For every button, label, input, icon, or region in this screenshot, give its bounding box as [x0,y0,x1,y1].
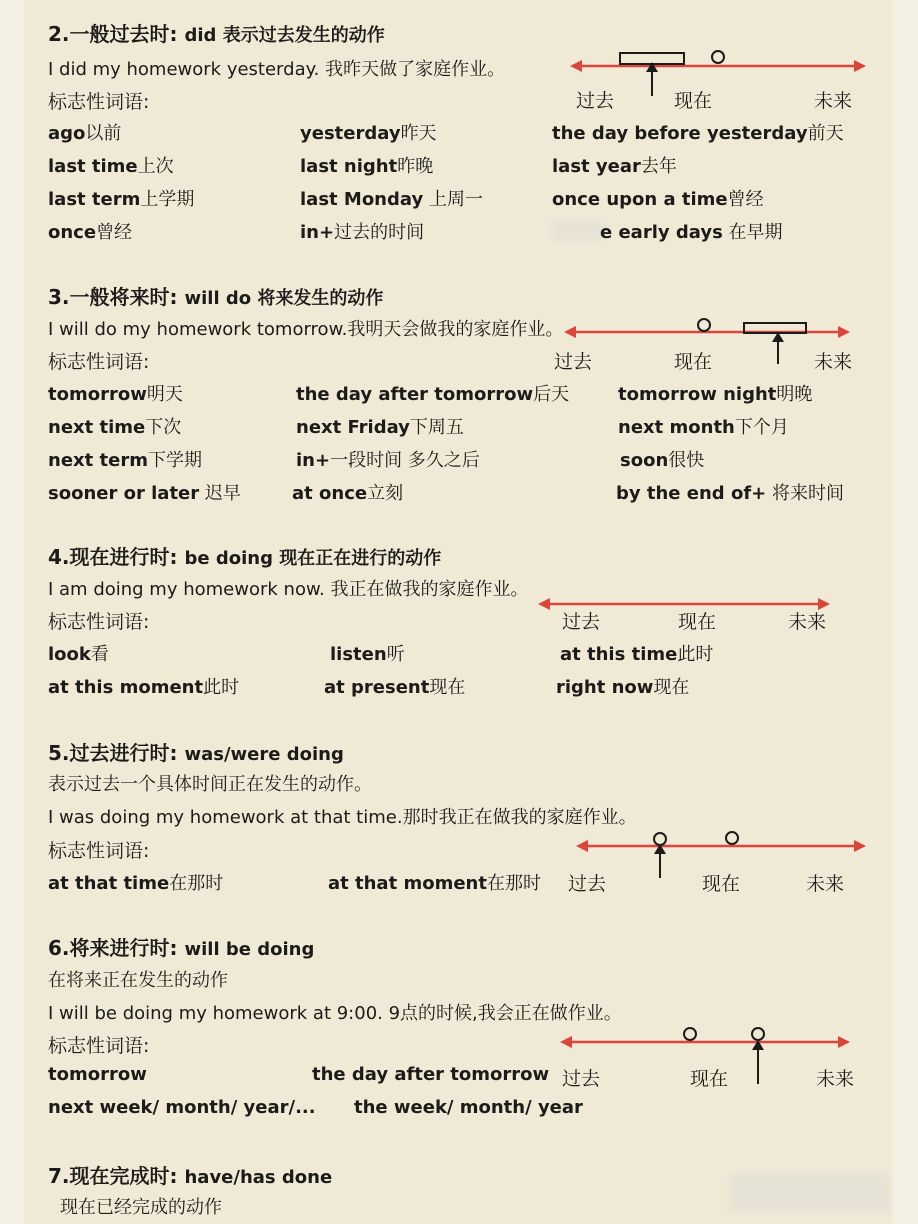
word-item: tomorrow night明晚 [618,384,813,405]
timeline-future-label: 未来 [816,1068,855,1090]
section-3-example: I will do my homework tomorrow.我明天会做我的家庭作业。 [48,319,564,340]
blurred-watermark [730,1174,890,1212]
word-item: once曾经 [48,222,133,243]
timeline-past-label: 过去 [554,351,593,373]
section-5-heading: 5.过去进行时: [48,741,178,765]
word-item: next Friday下周五 [296,417,464,438]
section-4-example: I am doing my homework now. 我正在做我的家庭作业。 [48,579,529,600]
section-4-title [48,541,441,570]
word-item: last term上学期 [48,189,195,210]
word-item: next month下个月 [618,417,789,438]
timeline-past-label: 过去 [562,611,601,633]
section-3-title [48,281,383,310]
timeline-diagram [564,312,854,352]
grammar-page [24,0,892,1224]
word-item: next time下次 [48,417,182,438]
word-item: ago以前 [48,123,122,144]
timeline-past-label: 过去 [562,1068,601,1090]
word-item: at this moment此时 [48,677,240,698]
word-item: next week/ month/ year/... [48,1097,316,1118]
word-item: look看 [48,644,109,665]
timeline-future-label: 未来 [806,873,845,895]
section-2-title [48,18,385,47]
word-item: once upon a time曾经 [552,189,764,210]
word-item: at this time此时 [560,644,714,665]
section-6-description: 在将来正在发生的动作 [48,970,228,991]
word-item: the day before yesterday前天 [552,123,844,144]
section-3-markers-label: 标志性词语: [48,351,150,373]
section-7-description: 现在已经完成的动作 [60,1197,222,1218]
section-6-markers-label: 标志性词语: [48,1035,150,1057]
section-6-heading: 6.将来进行时: [48,936,178,960]
word-item: listen听 [330,644,405,665]
timeline-now-label: 现在 [674,351,713,373]
section-5-subheading: was/were doing [184,744,344,765]
timeline-future-label: 未来 [814,90,853,112]
word-item: tomorrow明天 [48,384,183,405]
word-item: the day after tomorrow [312,1064,550,1085]
section-7-heading: 7.现在完成时: [48,1164,178,1188]
word-item: soon很快 [620,450,705,471]
section-2-markers-label: 标志性词语: [48,91,150,113]
word-item: at that moment在那时 [328,873,541,894]
timeline-past-label: 过去 [568,873,607,895]
timeline-now-label: 现在 [674,90,713,112]
word-item: right now现在 [556,677,690,698]
word-item: sooner or later 迟早 [48,483,241,504]
word-item: at present现在 [324,677,466,698]
blurred-region [552,222,604,240]
section-5-title [48,737,344,766]
word-item: e early days 在早期 [600,222,783,243]
word-item: last Monday 上周一 [300,189,483,210]
word-item: in+过去的时间 [300,222,425,243]
word-item: at that time在那时 [48,873,224,894]
word-item: next term下学期 [48,450,202,471]
section-6-subheading: will be doing [184,939,315,960]
section-7-subheading: have/has done [184,1167,333,1188]
word-item: in+一段时间 多久之后 [296,450,480,471]
section-3-subheading: will do 将来发生的动作 [184,288,384,309]
section-6-title [48,932,314,961]
word-item: the day after tomorrow后天 [296,384,570,405]
section-5-markers-label: 标志性词语: [48,840,150,862]
section-4-heading: 4.现在进行时: [48,545,178,569]
timeline-future-label: 未来 [788,611,827,633]
section-2-heading: 2.一般过去时: [48,22,178,46]
section-2-subheading: did 表示过去发生的动作 [184,25,385,46]
word-item: the week/ month/ year [354,1097,583,1118]
section-5-example: I was doing my homework at that time.那时我正在做我的家庭作业。 [48,807,637,828]
section-2-example: I did my homework yesterday. 我昨天做了家庭作业。 [48,59,506,80]
timeline-past-label: 过去 [576,90,615,112]
section-4-markers-label: 标志性词语: [48,611,150,633]
word-item: last year去年 [552,156,677,177]
section-4-subheading: be doing 现在正在进行的动作 [184,548,442,569]
timeline-diagram [570,46,870,86]
word-item: yesterday昨天 [300,123,437,144]
word-item: at once立刻 [292,483,404,504]
timeline-now-label: 现在 [690,1068,729,1090]
timeline-now-label: 现在 [702,873,741,895]
word-item: by the end of+ 将来时间 [616,483,844,504]
word-item: last night昨晚 [300,156,434,177]
section-7-title [48,1160,332,1189]
word-item: tomorrow [48,1064,147,1085]
section-5-description: 表示过去一个具体时间正在发生的动作。 [48,774,372,795]
timeline-future-label: 未来 [814,351,853,373]
section-3-heading: 3.一般将来时: [48,285,178,309]
timeline-now-label: 现在 [678,611,717,633]
section-6-example: I will be doing my homework at 9:00. 9点的时候,我会正在做作业。 [48,1003,622,1024]
word-item: last time上次 [48,156,174,177]
